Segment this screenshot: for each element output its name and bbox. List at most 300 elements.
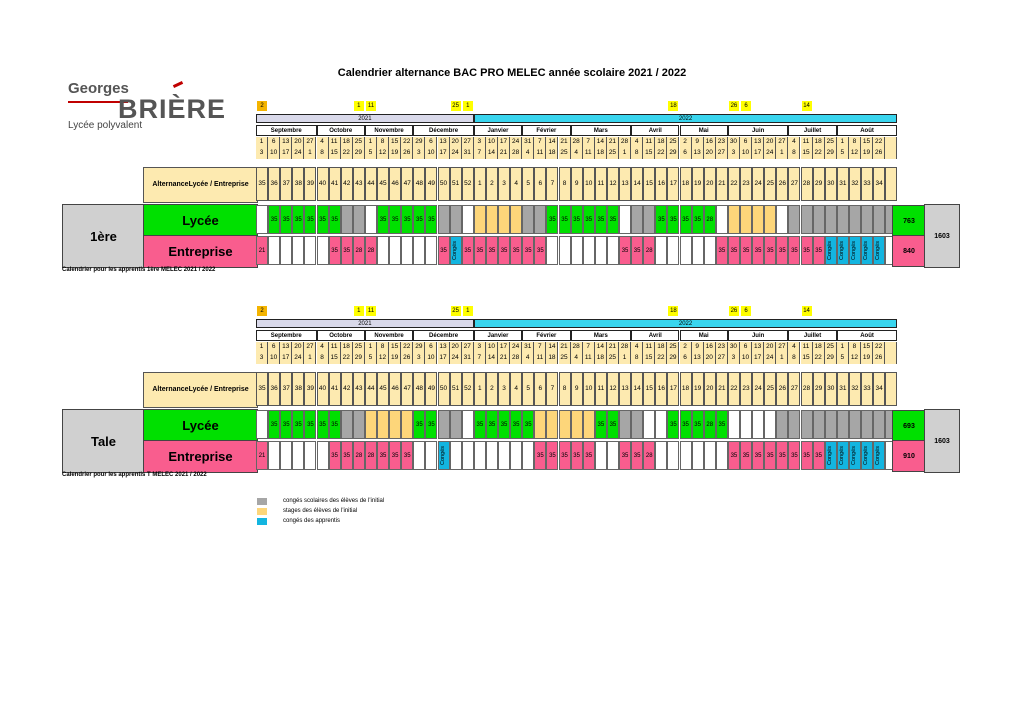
week-number: 19 <box>692 167 704 201</box>
lycee-week-cell <box>728 205 740 234</box>
year-header: 2021 <box>256 319 474 328</box>
week-number: 48 <box>413 167 425 201</box>
week-number: 10 <box>583 372 595 406</box>
monday-date: 30 <box>728 342 740 353</box>
month-header: Avril <box>631 125 679 136</box>
conges-label: Congés <box>863 446 870 465</box>
monday-date: 18 <box>655 137 667 148</box>
entreprise-week-cell <box>728 236 740 265</box>
friday-date: 11 <box>583 148 595 159</box>
week-number: 36 <box>268 372 280 406</box>
hours-value: 35 <box>803 452 810 459</box>
week-number: 38 <box>292 167 304 201</box>
week-number: 50 <box>438 372 450 406</box>
monday-date: 11 <box>329 137 341 148</box>
week-number: 46 <box>389 372 401 406</box>
friday-date: 25 <box>607 148 619 159</box>
friday-date: 15 <box>801 148 813 159</box>
conges-label: Congés <box>875 241 882 260</box>
friday-date: 27 <box>716 353 728 364</box>
week-number: 47 <box>401 167 413 201</box>
week-number: 43 <box>353 167 365 201</box>
entreprise-week-cell <box>595 441 607 470</box>
week-number: 49 <box>425 372 437 406</box>
friday-date: 18 <box>546 353 558 364</box>
logo-brand: BRIÈRE <box>118 94 227 124</box>
lycee-week-cell: 35 <box>292 205 304 234</box>
entreprise-week-cell <box>631 236 643 265</box>
friday-date: 4 <box>571 353 583 364</box>
hours-value: 35 <box>500 247 508 254</box>
monday-date: 21 <box>607 137 619 148</box>
hours-value: 35 <box>379 452 387 459</box>
entreprise-week-cell <box>716 236 728 265</box>
hours-value: 35 <box>537 247 544 254</box>
conges-label: Congés <box>439 446 446 465</box>
month-header: Octobre <box>317 125 365 136</box>
friday-date: 10 <box>740 148 752 159</box>
date-marker: 25 <box>452 308 459 314</box>
logo-subtitle: Lycée polyvalent <box>68 120 143 131</box>
hours-value: 35 <box>633 247 641 254</box>
month-header: Mars <box>571 330 632 341</box>
week-number: 38 <box>292 372 304 406</box>
friday-date: 1 <box>304 353 316 364</box>
entreprise-week-cell <box>667 441 679 470</box>
date-marker: 11 <box>367 308 375 314</box>
week-number: 5 <box>522 372 534 406</box>
friday-date: 17 <box>438 353 450 364</box>
week-number: 33 <box>861 372 873 406</box>
conges-label: Congés <box>851 446 858 465</box>
lycee-week-cell <box>401 410 413 439</box>
entreprise-week-cell <box>510 441 522 470</box>
week-number: 48 <box>413 372 425 406</box>
month-header: Juin <box>728 330 789 341</box>
monday-date: 1 <box>837 137 849 148</box>
week-number: 1 <box>474 167 486 201</box>
hours-value: 35 <box>742 452 750 459</box>
hours-value: 35 <box>803 247 810 254</box>
lycee-row-label: Lycée <box>143 204 258 237</box>
monday-date: 20 <box>292 137 304 148</box>
monday-date: 13 <box>280 137 292 148</box>
grand-total: 1603 <box>924 409 960 473</box>
entreprise-total: 910 <box>892 440 926 472</box>
week-number: 41 <box>329 167 341 201</box>
entreprise-week-cell <box>510 236 522 265</box>
monday-date: 16 <box>704 342 716 353</box>
week-number: 17 <box>667 167 679 201</box>
monday-date: 7 <box>534 342 546 353</box>
lycee-week-cell: 35 <box>317 410 329 439</box>
lycee-week-cell: 35 <box>607 205 619 234</box>
week-number: 27 <box>788 372 800 406</box>
lycee-week-cell <box>861 410 873 439</box>
friday-date: 24 <box>292 148 304 159</box>
date-marker: 1 <box>354 306 364 316</box>
month-header: Octobre <box>317 330 365 341</box>
legend-text: congés des apprentis <box>283 518 341 524</box>
week-number: 44 <box>365 167 377 201</box>
lycee-week-cell <box>825 205 837 234</box>
conges-label: Congés <box>826 446 833 465</box>
entreprise-week-cell <box>607 441 619 470</box>
hours-value: 35 <box>585 452 593 459</box>
week-number: 35 <box>256 167 268 201</box>
friday-date: 15 <box>329 353 341 364</box>
week-number: 24 <box>752 372 764 406</box>
monday-date: 14 <box>546 342 558 353</box>
monday-date: 6 <box>268 137 280 148</box>
friday-date: 17 <box>280 353 292 364</box>
lycee-week-cell: 35 <box>583 205 595 234</box>
lycee-week-cell <box>655 410 667 439</box>
friday-date: 7 <box>474 148 486 159</box>
monday-date: 6 <box>740 342 752 353</box>
year-header: 2021 <box>256 114 474 123</box>
monday-date: 27 <box>462 137 474 148</box>
monday-date: 21 <box>607 342 619 353</box>
monday-date: 8 <box>849 137 861 148</box>
lycee-week-cell: 35 <box>377 205 389 234</box>
friday-date: 18 <box>595 148 607 159</box>
friday-date: 20 <box>704 353 716 364</box>
week-number: 47 <box>401 372 413 406</box>
week-number: 24 <box>752 167 764 201</box>
friday-date: 31 <box>462 353 474 364</box>
month-header: Juillet <box>788 125 836 136</box>
month-header: Avril <box>631 330 679 341</box>
friday-date: 17 <box>438 148 450 159</box>
lycee-week-cell: 35 <box>413 205 425 234</box>
week-number: 21 <box>716 167 728 201</box>
friday-date: 28 <box>510 148 522 159</box>
hours-value: 35 <box>633 452 641 459</box>
week-number: 31 <box>837 167 849 201</box>
entreprise-week-cell <box>377 236 389 265</box>
hours-value: 28 <box>645 452 653 459</box>
friday-date: 22 <box>341 353 353 364</box>
lycee-week-cell <box>849 205 861 234</box>
week-number: 3 <box>498 372 510 406</box>
friday-date: 17 <box>752 148 764 159</box>
monday-date: 27 <box>304 342 316 353</box>
week-number: 15 <box>643 167 655 201</box>
hours-value: 35 <box>766 452 774 459</box>
monday-date: 25 <box>353 342 365 353</box>
entreprise-week-cell <box>571 236 583 265</box>
conges-label: Congés <box>826 241 833 260</box>
friday-date: 15 <box>643 353 655 364</box>
monday-date: 20 <box>450 137 462 148</box>
monday-date: 13 <box>752 342 764 353</box>
entreprise-week-cell <box>788 236 800 265</box>
friday-date: 1 <box>776 353 788 364</box>
lycee-week-cell: 35 <box>510 410 522 439</box>
month-header: Février <box>522 125 570 136</box>
monday-date: 10 <box>486 342 498 353</box>
date-marker: 18 <box>670 308 677 314</box>
hours-value: 35 <box>573 452 580 459</box>
entreprise-week-cell <box>595 236 607 265</box>
friday-date: 3 <box>256 148 268 159</box>
friday-date: 10 <box>268 148 280 159</box>
friday-date: 26 <box>873 148 885 159</box>
grand-total: 1603 <box>924 204 960 268</box>
entreprise-week-cell <box>752 236 764 265</box>
class-label: 1ère <box>62 204 145 268</box>
monday-date: 14 <box>595 342 607 353</box>
lycee-week-cell: 35 <box>389 205 401 234</box>
friday-date: 22 <box>655 353 667 364</box>
date-marker: 25 <box>452 103 459 109</box>
monday-date: 27 <box>462 342 474 353</box>
lycee-week-cell <box>861 205 873 234</box>
friday-date: 17 <box>280 148 292 159</box>
friday-date: 29 <box>825 353 837 364</box>
lycee-week-cell <box>462 410 474 439</box>
hours-value: 35 <box>621 247 629 254</box>
week-number: 20 <box>704 167 716 201</box>
lycee-week-cell: 35 <box>607 410 619 439</box>
entreprise-week-cell <box>353 441 365 470</box>
lycee-week-cell <box>377 410 389 439</box>
entreprise-week-cell <box>304 236 316 265</box>
entreprise-week-cell <box>619 236 631 265</box>
lycee-week-cell <box>438 205 450 234</box>
monday-date: 14 <box>546 137 558 148</box>
entreprise-week-cell <box>873 236 885 265</box>
week-number: 11 <box>595 167 607 201</box>
friday-date: 7 <box>474 353 486 364</box>
monday-date: 9 <box>692 342 704 353</box>
friday-date: 14 <box>486 148 498 159</box>
week-number: 22 <box>728 372 740 406</box>
week-number: 23 <box>740 372 752 406</box>
friday-date: 10 <box>425 353 437 364</box>
month-header: Février <box>522 330 570 341</box>
friday-date: 13 <box>692 353 704 364</box>
lycee-week-cell <box>788 205 800 234</box>
week-number: 50 <box>438 167 450 201</box>
hours-value: 35 <box>730 247 738 254</box>
lycee-week-cell <box>764 410 776 439</box>
hours-value: 35 <box>754 247 762 254</box>
lycee-week-cell <box>450 410 462 439</box>
monday-date: 25 <box>825 342 837 353</box>
entreprise-week-cell <box>801 236 813 265</box>
entreprise-week-cell <box>280 236 292 265</box>
monday-date: 25 <box>667 342 679 353</box>
week-number: 32 <box>849 167 861 201</box>
month-header: Novembre <box>365 330 413 341</box>
year-header: 2022 <box>474 114 898 123</box>
hours-value: 35 <box>815 247 822 254</box>
friday-date: 29 <box>667 353 679 364</box>
friday-date: 28 <box>510 353 522 364</box>
week-number: 44 <box>365 372 377 406</box>
month-header: Décembre <box>413 125 474 136</box>
monday-date: 27 <box>776 137 788 148</box>
friday-date: 29 <box>667 148 679 159</box>
week-number: 15 <box>643 372 655 406</box>
monday-date: 30 <box>728 137 740 148</box>
entreprise-week-cell <box>740 236 752 265</box>
monday-date: 29 <box>413 342 425 353</box>
entreprise-week-cell <box>837 236 849 265</box>
lycee-week-cell <box>873 205 885 234</box>
friday-date: 18 <box>546 148 558 159</box>
hours-value: 35 <box>754 452 762 459</box>
hours-value: 28 <box>367 452 375 459</box>
entreprise-week-cell <box>498 441 510 470</box>
monday-date: 18 <box>341 137 353 148</box>
lycee-row-label: Lycée <box>143 409 258 442</box>
entreprise-week-cell <box>776 441 788 470</box>
entreprise-week-cell <box>486 441 498 470</box>
entreprise-week-cell <box>559 441 571 470</box>
friday-date <box>885 148 897 159</box>
lycee-week-cell <box>873 410 885 439</box>
entreprise-week-cell <box>486 236 498 265</box>
lycee-week-cell <box>341 205 353 234</box>
friday-date: 13 <box>692 148 704 159</box>
entreprise-week-cell <box>559 236 571 265</box>
friday-date: 19 <box>389 148 401 159</box>
lycee-week-cell <box>438 410 450 439</box>
friday-date: 8 <box>317 148 329 159</box>
conges-label: Congés <box>863 241 870 260</box>
friday-date: 11 <box>534 353 546 364</box>
entreprise-week-cell <box>462 441 474 470</box>
friday-date: 15 <box>801 353 813 364</box>
monday-date: 4 <box>317 342 329 353</box>
week-number: 40 <box>317 372 329 406</box>
entreprise-week-cell <box>317 236 329 265</box>
monday-date: 15 <box>389 137 401 148</box>
lycee-week-cell <box>571 410 583 439</box>
hours-value: 21 <box>258 452 266 459</box>
lycee-week-cell <box>849 410 861 439</box>
hours-value: 28 <box>367 247 375 254</box>
entreprise-week-cell <box>849 441 861 470</box>
week-number: 27 <box>788 167 800 201</box>
lycee-week-cell <box>486 205 498 234</box>
legend-text: stages des élèves de l'initial <box>283 508 358 514</box>
monday-date: 4 <box>788 137 800 148</box>
monday-date: 31 <box>522 342 534 353</box>
week-number: 39 <box>304 372 316 406</box>
week-number: 13 <box>619 372 631 406</box>
friday-date: 14 <box>486 353 498 364</box>
class-label: Tale <box>62 409 145 473</box>
friday-date: 11 <box>583 353 595 364</box>
entreprise-week-cell <box>341 441 353 470</box>
monday-date: 22 <box>401 137 413 148</box>
week-number: 2 <box>486 167 498 201</box>
lycee-week-cell: 35 <box>667 410 679 439</box>
monday-date: 20 <box>450 342 462 353</box>
hours-value: 35 <box>512 247 520 254</box>
lycee-week-cell <box>740 205 752 234</box>
friday-date: 20 <box>704 148 716 159</box>
lycee-week-cell <box>256 410 268 439</box>
date-marker: 11 <box>367 103 375 109</box>
monday-date: 14 <box>595 137 607 148</box>
monday-date: 1 <box>365 342 377 353</box>
date-marker: 18 <box>670 103 677 109</box>
hours-value: 35 <box>779 452 786 459</box>
date-marker: 26 <box>730 308 738 314</box>
monday-date: 23 <box>716 137 728 148</box>
friday-date: 12 <box>377 353 389 364</box>
monday-date: 1 <box>365 137 377 148</box>
week-number: 10 <box>583 167 595 201</box>
entreprise-week-cell <box>764 441 776 470</box>
week-number: 34 <box>873 167 885 201</box>
legend-swatch <box>257 498 267 505</box>
entreprise-week-cell <box>474 236 486 265</box>
friday-date: 1 <box>619 148 631 159</box>
conges-label: Congés <box>875 446 882 465</box>
week-number: 46 <box>389 167 401 201</box>
friday-date: 3 <box>413 148 425 159</box>
monday-date: 6 <box>268 342 280 353</box>
month-header: Août <box>837 330 898 341</box>
friday-date: 12 <box>377 148 389 159</box>
lycee-week-cell <box>498 205 510 234</box>
monday-date: 8 <box>849 342 861 353</box>
month-header: Janvier <box>474 330 522 341</box>
monday-date: 7 <box>534 137 546 148</box>
entreprise-week-cell <box>292 441 304 470</box>
lycee-week-cell: 35 <box>413 410 425 439</box>
entreprise-total: 840 <box>892 235 926 267</box>
friday-date: 1 <box>776 148 788 159</box>
entreprise-week-cell <box>341 236 353 265</box>
lycee-total: 763 <box>892 205 926 237</box>
entreprise-week-cell <box>680 441 692 470</box>
entreprise-week-cell <box>292 236 304 265</box>
lycee-week-cell <box>365 410 377 439</box>
week-number: 45 <box>377 167 389 201</box>
lycee-week-cell: 35 <box>317 205 329 234</box>
week-number: 29 <box>813 167 825 201</box>
monday-date: 4 <box>631 137 643 148</box>
lycee-week-cell: 35 <box>486 410 498 439</box>
friday-date: 4 <box>571 148 583 159</box>
friday-date: 21 <box>498 148 510 159</box>
week-number: 37 <box>280 167 292 201</box>
monday-date: 18 <box>813 342 825 353</box>
entreprise-week-cell <box>849 236 861 265</box>
monday-date: 4 <box>317 137 329 148</box>
entreprise-week-cell <box>256 236 268 265</box>
lycee-week-cell <box>546 410 558 439</box>
date-marker: 14 <box>803 103 810 109</box>
hours-value: 35 <box>537 452 544 459</box>
friday-date <box>885 353 897 364</box>
week-number: 16 <box>655 167 667 201</box>
monday-date: 13 <box>438 342 450 353</box>
friday-date: 25 <box>559 148 571 159</box>
lycee-week-cell <box>474 205 486 234</box>
monday-date: 11 <box>801 137 813 148</box>
hours-value: 35 <box>718 247 726 254</box>
monday-date: 22 <box>873 137 885 148</box>
entreprise-week-cell <box>534 441 546 470</box>
